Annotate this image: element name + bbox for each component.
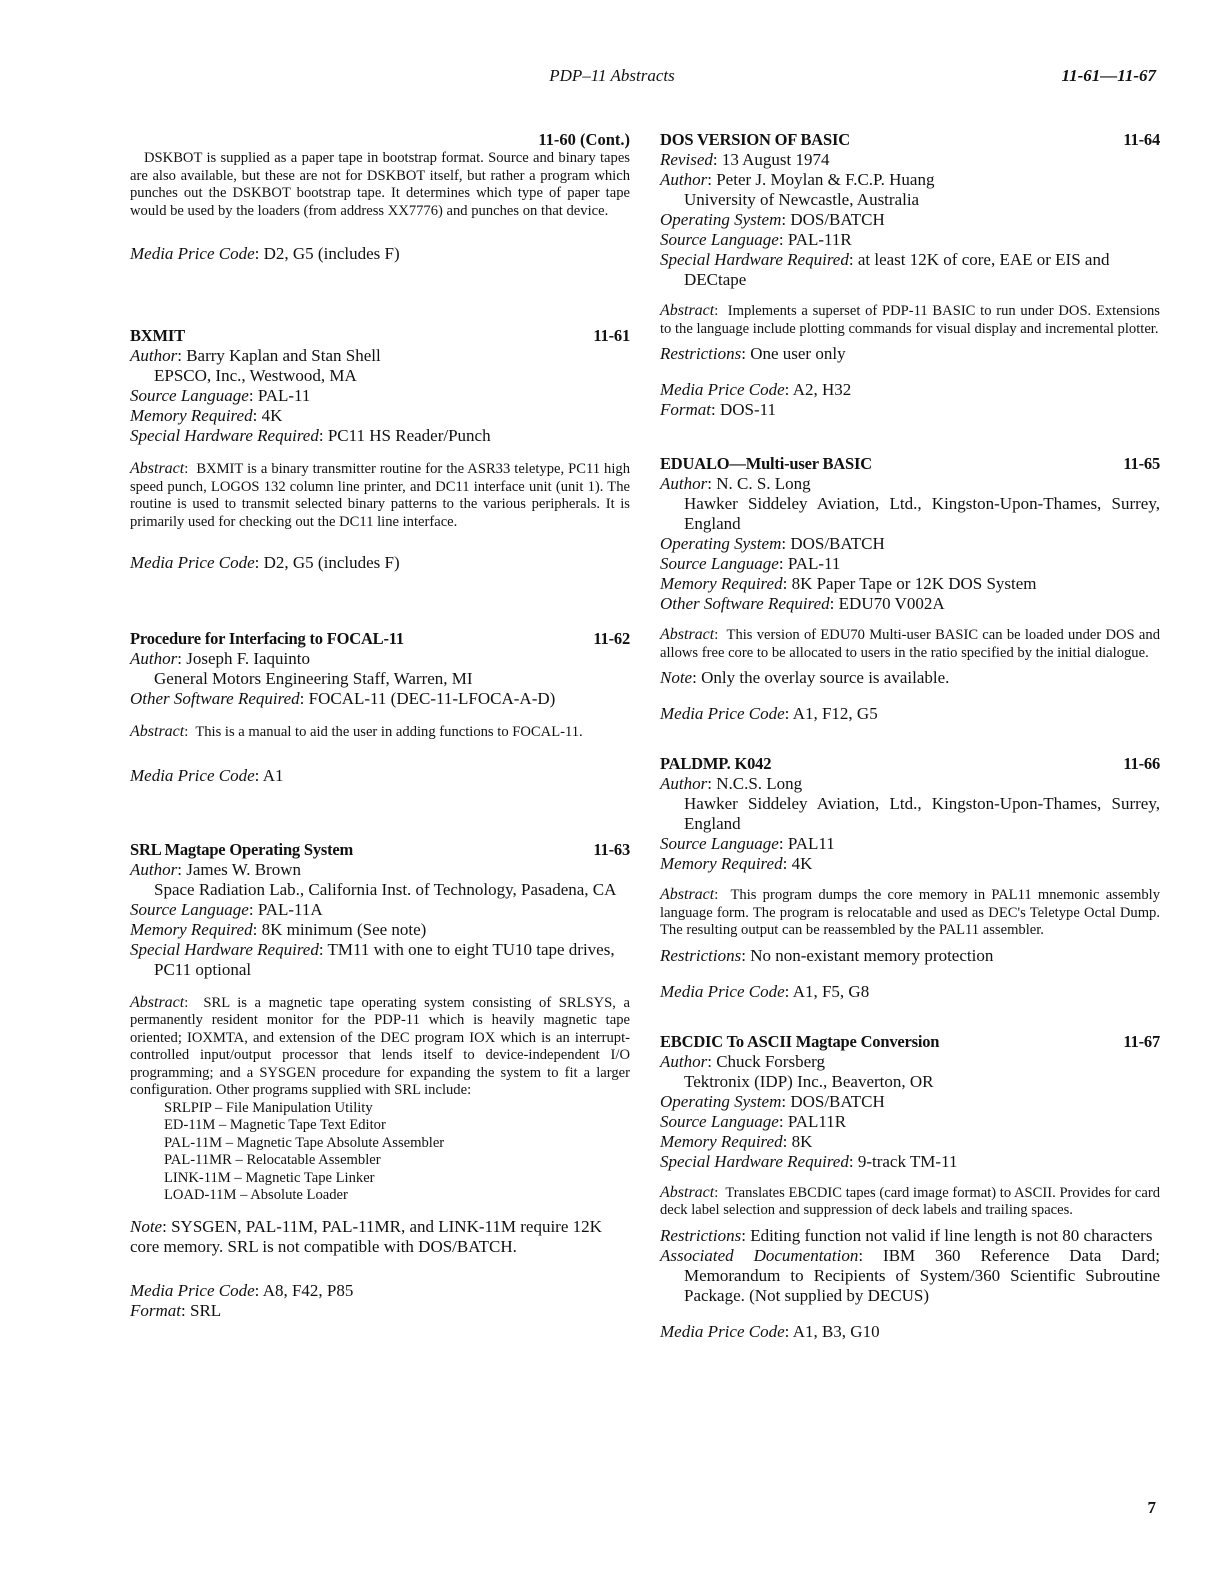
restrictions-field: Restrictions: No non-existant memory protection — [660, 945, 994, 965]
source-language-field: Source Language: PAL-11A — [130, 899, 323, 919]
entry-11-61 — [130, 326, 630, 573]
list-item: PAL-11MR – Relocatable Assembler — [164, 1152, 381, 1168]
entry-title: EBCDIC To ASCII Magtape Conversion — [660, 1031, 940, 1051]
author-field: Author: Barry Kaplan and Stan Shell — [130, 346, 381, 365]
entry-title: SRL Magtape Operating System — [130, 839, 354, 859]
memory-field: Memory Required: 4K — [130, 406, 283, 425]
source-language-field: Source Language: PAL-11 — [660, 554, 841, 573]
hardware-field: Special Hardware Required: 9-track TM-11 — [660, 1151, 958, 1171]
entry-heading — [130, 840, 630, 860]
memory-field: Memory Required: 8K minimum (See note) — [130, 919, 427, 939]
media-price-code: Media Price Code: A1, F12, G5 — [660, 704, 878, 723]
abstract: Abstract: This version of EDU70 Multi-user BASIC can be loaded under DOS and allows free core to be allocated to users in the ratio specified by the initial dialogue. — [660, 626, 1161, 661]
entry-heading — [660, 1032, 1160, 1052]
list-item: SRLPIP – File Manipulation Utility — [164, 1099, 373, 1116]
abstract: Abstract: This is a manual to aid the user in adding functions to FOCAL-11. — [130, 723, 583, 740]
operating-system-field: Operating System: DOS/BATCH — [660, 210, 885, 229]
list-item: PAL-11M – Magnetic Tape Absolute Assembler — [164, 1134, 445, 1151]
affiliation: Tektronix (IDP) Inc., Beaverton, OR — [684, 1071, 934, 1091]
entry-number: 11-67 — [1123, 1031, 1160, 1051]
source-language-field: Source Language: PAL-11R — [660, 230, 852, 249]
affiliation: University of Newcastle, Australia — [684, 190, 920, 209]
program-list — [130, 1100, 630, 1205]
other-software-field: Other Software Required: EDU70 V002A — [660, 594, 945, 613]
author-field: Author: Peter J. Moylan & F.C.P. Huang — [660, 170, 935, 189]
source-language-field: Source Language: PAL-11 — [130, 386, 311, 405]
operating-system-field: Operating System: DOS/BATCH — [660, 1091, 885, 1111]
entry-heading — [660, 130, 1160, 150]
media-price-code: Media Price Code: A8, F42, P85 — [130, 1280, 354, 1300]
source-language-field: Source Language: PAL11R — [660, 1111, 847, 1131]
entry-11-60-cont — [130, 130, 630, 264]
entry-heading — [130, 326, 630, 346]
affiliation: Space Radiation Lab., California Inst. of Technology, Pasadena, CA — [154, 879, 617, 899]
entry-11-65 — [660, 454, 1160, 724]
author-field: Author: N.C.S. Long — [660, 774, 803, 793]
entry-number: 11-63 — [593, 839, 630, 859]
entry-text: DSKBOT is supplied as a paper tape in bootstrap format. Source and binary tapes are also available, but these are not for DSKBOT itself, but rather a program which punches out the DSKBOT bootstrap tape. It determines which type of paper tape would be used by the loaders (from address XX7776) and punches on that device. — [130, 150, 630, 219]
list-item: ED-11M – Magnetic Tape Text Editor — [164, 1117, 386, 1133]
format-field: Format: SRL — [130, 1300, 222, 1320]
entry-11-66 — [660, 754, 1160, 1002]
entry-number: 11-65 — [1123, 454, 1160, 473]
entry-11-63 — [130, 840, 630, 1321]
abstract: Abstract: SRL is a magnetic tape operating system consisting of SRLSYS, a permanently resident monitor for the PDP-11 which is heavily magnetic tape oriented; IOXMTA, and extension of the DEC program IOX which is an interrupt-controlled input/output processor that lends itself to device-independent I/O programming; and a SYSGEN procedure for expanding the system to fit a larger configuration. Other programs supplied with SRL include: — [130, 993, 630, 1098]
list-item: LOAD-11M – Absolute Loader — [164, 1187, 348, 1203]
affiliation: General Motors Engineering Staff, Warren, MI — [154, 669, 473, 688]
media-price-code: Media Price Code: D2, G5 (includes F) — [130, 553, 400, 572]
memory-field: Memory Required: 4K — [660, 854, 813, 873]
entry-heading — [660, 754, 1160, 774]
source-language-field: Source Language: PAL11 — [660, 834, 835, 853]
entry-number: 11-64 — [1123, 130, 1160, 149]
entry-number: 11-60 (Cont.) — [538, 130, 630, 149]
hardware-field: Special Hardware Required: PC11 HS Reader/Punch — [130, 426, 491, 445]
entry-title: Procedure for Interfacing to FOCAL-11 — [130, 629, 404, 648]
hardware-field: Special Hardware Required: TM11 with one to eight TU10 tape drives, PC11 optional — [130, 939, 615, 979]
author-field: Author: N. C. S. Long — [660, 474, 811, 493]
entry-11-67 — [660, 1032, 1160, 1342]
list-item: LINK-11M – Magnetic Tape Linker — [164, 1169, 375, 1186]
media-price-code: Media Price Code: A1, B3, G10 — [660, 1321, 880, 1341]
media-price-code: Media Price Code: D2, G5 (includes F) — [130, 244, 400, 263]
page-header — [0, 66, 1224, 96]
restrictions-field: Restrictions: Editing function not valid if line length is not 80 characters — [660, 1225, 1153, 1245]
documentation-field: Associated Documentation: IBM 360 Reference Data Dard; Memorandum to Recipients of System/360 Scientific Subroutine Package. (Not supplied by DECUS) — [660, 1245, 1160, 1305]
operating-system-field: Operating System: DOS/BATCH — [660, 534, 885, 553]
memory-field: Memory Required: 8K Paper Tape or 12K DOS System — [660, 574, 1037, 593]
note-field: Note: SYSGEN, PAL-11M, PAL-11MR, and LINK-11M require 12K core memory. SRL is not compatible with DOS/BATCH. — [130, 1216, 602, 1256]
format-field: Format: DOS-11 — [660, 400, 777, 419]
left-column — [130, 130, 630, 1321]
running-title: PDP–11 Abstracts — [549, 66, 675, 85]
affiliation: Hawker Siddeley Aviation, Ltd., Kingston-Upon-Thames, Surrey, England — [684, 494, 1160, 533]
entry-number: 11-61 — [593, 326, 630, 345]
page-range: 11-61—11-67 — [1061, 66, 1156, 85]
abstract: Abstract: BXMIT is a binary transmitter routine for the ASR33 teletype, PC11 high speed punch, LOGOS 132 column line printer, and DC11 interface unit (unit 1). The routine is used to transmit selected binary patterns to the various peripherals. It is primarily used for checking out the DC11 line interface. — [130, 460, 630, 530]
media-price-code: Media Price Code: A1 — [130, 765, 284, 785]
field-value: D2, G5 (includes F) — [263, 244, 400, 263]
entry-number: 11-62 — [593, 629, 630, 648]
abstract: Abstract: This program dumps the core memory in PAL11 mnemonic assembly language form. The program is relocatable and used as DEC's Teletype Octal Dump. The resulting output can be reassembled by the PAL11 assembler. — [660, 886, 1161, 938]
author-field: Author: Chuck Forsberg — [660, 1051, 825, 1071]
author-field: Author: Joseph F. Iaquinto — [130, 649, 310, 668]
right-column — [660, 130, 1160, 1342]
entry-title: BXMIT — [130, 326, 185, 345]
note-field: Note: Only the overlay source is available. — [660, 668, 950, 687]
entry-11-64 — [660, 130, 1160, 420]
entry-heading — [660, 454, 1160, 474]
media-price-code: Media Price Code: A2, H32 — [660, 380, 852, 399]
entry-number: 11-66 — [1123, 754, 1160, 773]
entry-title: EDUALO—Multi-user BASIC — [660, 454, 872, 473]
affiliation: EPSCO, Inc., Westwood, MA — [154, 366, 357, 385]
entry-11-62 — [130, 629, 630, 786]
abstract: Abstract: Translates EBCDIC tapes (card image format) to ASCII. Provides for card deck label selection and suppression of deck labels and trailing spaces. — [660, 1183, 1161, 1218]
author-field: Author: James W. Brown — [130, 859, 301, 879]
affiliation: Hawker Siddeley Aviation, Ltd., Kingston-Upon-Thames, Surrey, England — [684, 794, 1160, 833]
media-price-code: Media Price Code: A1, F5, G8 — [660, 981, 870, 1001]
memory-field: Memory Required: 8K — [660, 1131, 813, 1151]
page-number: 7 — [1147, 1498, 1156, 1517]
restrictions-field: Restrictions: One user only — [660, 344, 846, 363]
entry-title: DOS VERSION OF BASIC — [660, 130, 850, 149]
entry-heading — [130, 629, 630, 649]
abstract: Abstract: Implements a superset of PDP-11 BASIC to run under DOS. Extensions to the language include plotting commands for visual display and incremental plotter. — [660, 302, 1160, 337]
field-label: Media Price Code — [130, 244, 255, 263]
other-software-field: Other Software Required: FOCAL-11 (DEC-11-LFOCA-A-D) — [130, 689, 556, 708]
revised-field: Revised: 13 August 1974 — [660, 150, 830, 169]
hardware-field: Special Hardware Required: at least 12K of core, EAE or EIS and DECtape — [660, 250, 1110, 289]
entry-title: PALDMP. K042 — [660, 754, 772, 773]
